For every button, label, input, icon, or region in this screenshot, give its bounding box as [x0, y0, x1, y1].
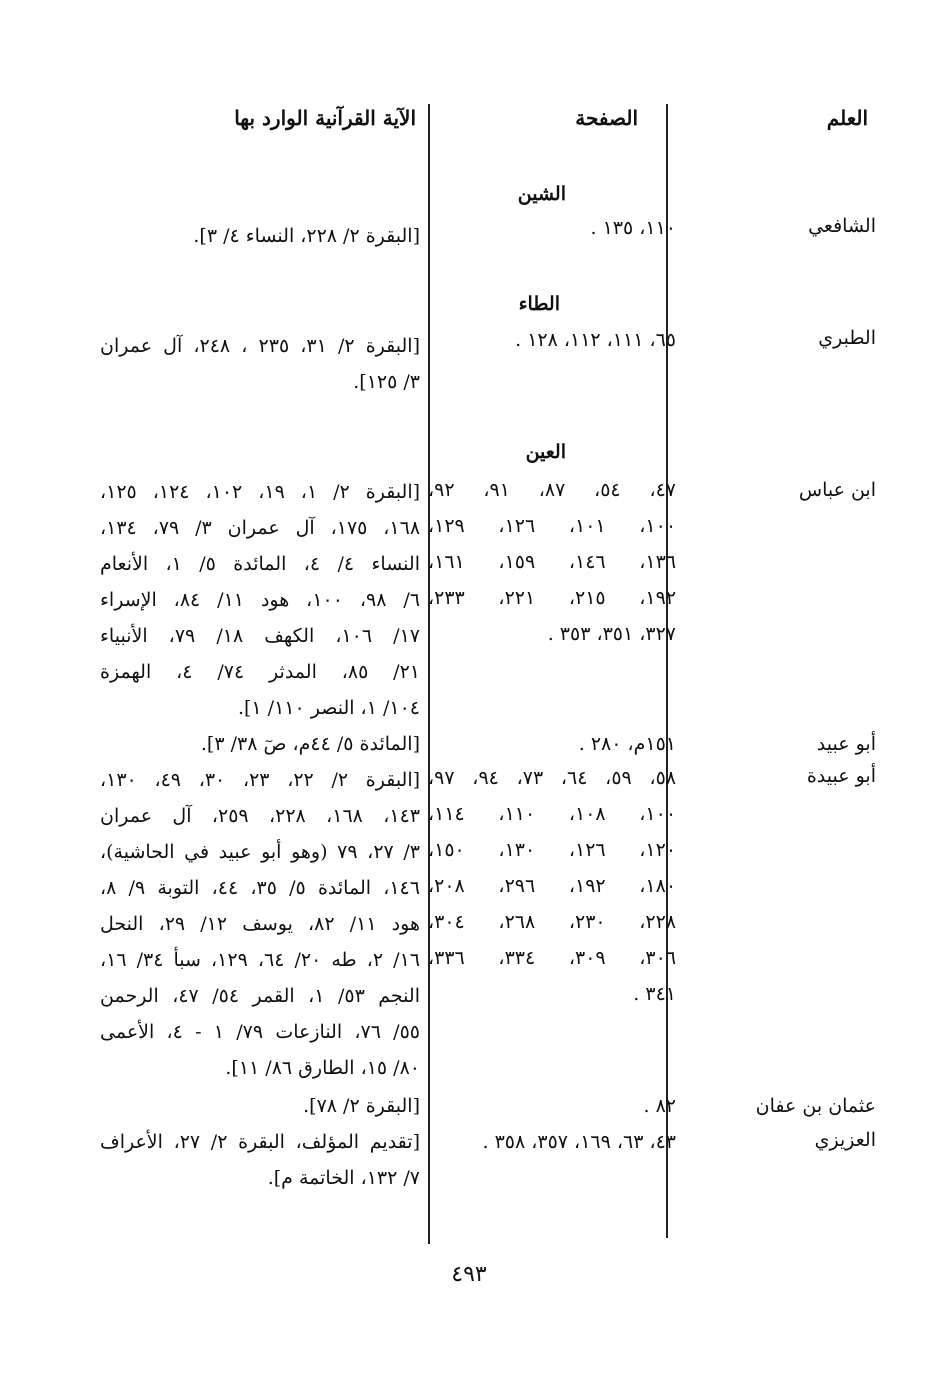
entry-pages-tabari: ٦٥، ١١١، ١١٢، ١٢٨ .: [515, 329, 676, 351]
entry-verses-abu-ubaida-line-5: هود ١١/ ٨٢، يوسف ١٢/ ٢٩، النحل: [100, 913, 420, 935]
entry-pages-abu-ubaida-line-1: ٥٨، ٥٩، ٦٤، ٧٣، ٩٤، ٩٧،: [428, 767, 677, 789]
entry-verses-ibn-abbas-line-1: [البقرة ٢/ ١، ١٩، ١٠٢، ١٢٤، ١٢٥،: [100, 481, 421, 503]
entry-verses-abu-ubaida-line-7: النجم ٥٣/ ١، القمر ٥٤/ ٤٧، الرحمن: [100, 985, 420, 1007]
entry-verses-abu-ubaida-line-4: ١٤٦، المائدة ٥/ ٣٥، ٤٤، التوبة ٩/ ٨،: [100, 877, 420, 899]
entry-pages-ibn-abbas-line-3: ١٣٦، ١٤٦، ١٥٩، ١٦١،: [428, 551, 677, 573]
entry-verses-tabari-line-1: [البقرة ٢/ ٣١، ٢٣٥ ، ٢٤٨، آل عمران: [100, 335, 420, 357]
header-verse-column: الآية القرآنية الوارد بها: [234, 106, 416, 130]
entry-name-tabari: الطبري: [818, 327, 876, 349]
entry-verses-azizi-line-2: ٧/ ١٣٢، الخاتمة م].: [267, 1167, 420, 1189]
entry-pages-abu-ubaid: ١٥١م، ٢٨٠ .: [578, 733, 676, 755]
entry-pages-ibn-abbas-line-1: ٤٧، ٥٤، ٨٧، ٩١، ٩٢،: [428, 479, 676, 501]
section-heading-shin: الشين: [517, 183, 566, 205]
column-divider-right: [666, 104, 668, 1238]
entry-pages-abu-ubaida-line-6: ٣٠٦، ٣٠٩، ٣٣٤، ٣٣٦،: [428, 947, 677, 969]
entry-pages-shafii: ١١٠، ١٣٥ .: [590, 217, 676, 239]
entry-pages-abu-ubaida-line-5: ٢٢٨، ٢٣٠، ٢٦٨، ٣٠٤،: [428, 911, 677, 933]
entry-pages-ibn-abbas-line-2: ١٠٠، ١٠١، ١٢٦، ١٢٩،: [428, 515, 677, 537]
column-divider-left: [428, 104, 430, 1244]
entry-name-ibn-abbas: ابن عباس: [798, 479, 876, 501]
entry-pages-abu-ubaida-line-7: ٣٤١ .: [633, 983, 676, 1005]
entry-verses-ibn-abbas-line-2: ١٦٨، ١٧٥، آل عمران ٣/ ٧٩، ١٣٤،: [100, 517, 421, 539]
entry-verses-abu-ubaida-line-3: ٣/ ٢٧، ٧٩ (وهو أبو عبيد في الحاشية)،: [100, 841, 420, 863]
section-heading-ain: العين: [525, 441, 566, 463]
entry-verses-uthman: [البقرة ٢/ ٧٨].: [303, 1095, 420, 1117]
entry-pages-ibn-abbas-line-4: ١٩٢، ٢١٥، ٢٢١، ٢٣٣،: [428, 587, 677, 609]
entry-pages-uthman: ٨٢ .: [643, 1095, 676, 1117]
entry-verses-ibn-abbas-line-6: ٢١/ ٨٥، المدثر ٧٤/ ٤، الهمزة: [100, 661, 420, 683]
entry-verses-shafii: [البقرة ٢/ ٢٢٨، النساء ٤/ ٣].: [193, 225, 420, 247]
entry-name-azizi: العزيزي: [814, 1129, 876, 1151]
entry-verses-ibn-abbas-line-4: ٦/ ٩٨، ١٠٠، هود ١١/ ٨٤، الإسراء: [100, 589, 420, 611]
entry-verses-ibn-abbas-line-3: النساء ٤/ ٤، المائدة ٥/ ١، الأنعام: [100, 553, 420, 575]
entry-name-shafii: الشافعي: [808, 215, 876, 237]
entry-pages-abu-ubaida-line-2: ١٠٠، ١٠٨، ١١٠، ١١٤،: [428, 803, 677, 825]
header-page-column: الصفحة: [575, 106, 638, 130]
entry-verses-ibn-abbas-line-5: ١٧/ ١٠٦، الكهف ١٨/ ٧٩، الأنبياء: [100, 625, 420, 647]
entry-verses-abu-ubaida-line-2: ١٤٣، ١٦٨، ٢٢٨، ٢٥٩، آل عمران: [100, 805, 420, 827]
entry-verses-ibn-abbas-line-7: ١٠٤/ ١، النصر ١١٠/ ١].: [237, 697, 420, 719]
entry-name-abu-ubaid: أبو عبيد: [816, 733, 876, 755]
entry-pages-abu-ubaida-line-4: ١٨٠، ١٩٢، ٢٩٦، ٢٠٨،: [428, 875, 677, 897]
section-heading-taa: الطاء: [518, 293, 560, 315]
entry-pages-abu-ubaida-line-3: ١٢٠، ١٢٦، ١٣٠، ١٥٠،: [428, 839, 677, 861]
entry-verses-azizi-line-1: [تقديم المؤلف، البقرة ٢/ ٢٧، الأعراف: [100, 1131, 420, 1153]
entry-verses-abu-ubaida-line-8: ٥٥/ ٧٦، النازعات ٧٩/ ١ - ٤، الأعمى: [100, 1021, 420, 1043]
entry-pages-azizi: ٤٣، ٦٣، ١٦٩، ٣٥٧، ٣٥٨ .: [482, 1131, 676, 1153]
header-name-column: العلم: [826, 106, 868, 130]
entry-pages-ibn-abbas-line-5: ٣٢٧، ٣٥١، ٣٥٣ .: [547, 623, 676, 645]
entry-verses-tabari-line-2: ٣/ ١٢٥].: [353, 371, 420, 393]
entry-verses-abu-ubaid: [المائدة ٥/ ٤٤م، صٓ ٣٨/ ٣].: [200, 733, 420, 755]
entry-name-abu-ubaida: أبو عبيدة: [806, 765, 876, 787]
entry-verses-abu-ubaida-line-6: ١٦/ ٢، طه ٢٠/ ٦٤، ١٢٩، سبأ ٣٤/ ١٦،: [100, 949, 420, 971]
entry-name-uthman: عثمان بن عفان: [755, 1095, 876, 1117]
entry-verses-abu-ubaida-line-9: ٨٠/ ١٥، الطارق ٨٦/ ١١].: [225, 1057, 420, 1079]
entry-verses-abu-ubaida-line-1: [البقرة ٢/ ٢٢، ٢٣، ٣٠، ٤٩، ١٣٠،: [100, 769, 421, 791]
page-number: ٤٩٣: [451, 1262, 487, 1287]
